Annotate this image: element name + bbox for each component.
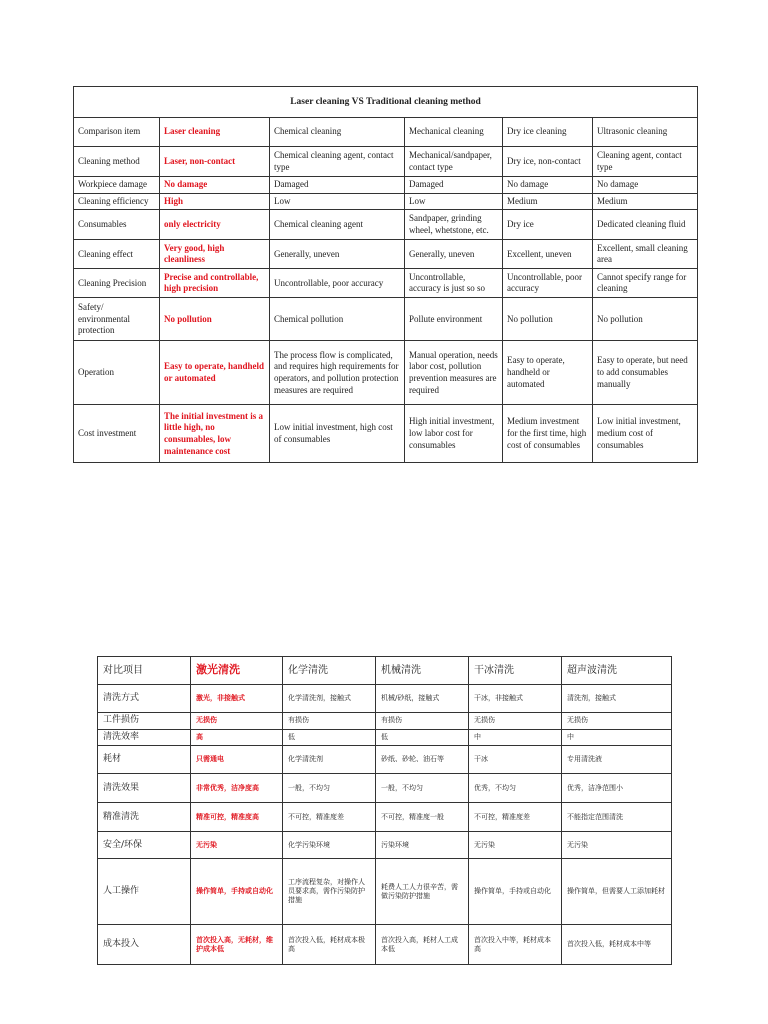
table-cell: 工序流程复杂，对操作人员要求高，需作污染防护措施 bbox=[283, 859, 376, 925]
table-cell: No pollution bbox=[593, 298, 698, 341]
header-cell: 对比项目 bbox=[98, 657, 191, 685]
table-cell: Cannot specify range for cleaning bbox=[593, 269, 698, 298]
row-label-cell: 成本投入 bbox=[98, 925, 191, 965]
table-cell: Damaged bbox=[405, 177, 503, 194]
table-cell: Easy to operate, handheld or automated bbox=[503, 341, 593, 405]
table-row bbox=[74, 240, 698, 269]
header-cell: Mechanical cleaning bbox=[405, 118, 503, 147]
table-cell: 只需通电 bbox=[191, 746, 283, 774]
table-row bbox=[74, 210, 698, 240]
table-cell: 中 bbox=[562, 729, 672, 746]
header-row bbox=[74, 118, 698, 147]
table-cell: 优秀，不均匀 bbox=[469, 774, 562, 803]
table-cell: 清洗剂，接触式 bbox=[562, 685, 672, 713]
table-cell: 首次投入高，无耗材，维护成本低 bbox=[191, 925, 283, 965]
table-cell: The process flow is complicated, and requires high requirements for operators, and pollution protection measures are required bbox=[270, 341, 405, 405]
header-cell: Laser cleaning bbox=[160, 118, 270, 147]
table-cell: 无污染 bbox=[191, 832, 283, 859]
table-cell: Laser, non-contact bbox=[160, 147, 270, 177]
table-cell: Precise and controllable, high precision bbox=[160, 269, 270, 298]
table-cell: No damage bbox=[593, 177, 698, 194]
table-cell: Excellent, uneven bbox=[503, 240, 593, 269]
table-cell: 污染环境 bbox=[376, 832, 469, 859]
table-row bbox=[74, 405, 698, 463]
table-title-row bbox=[74, 87, 698, 118]
table-cell: 优秀，洁净范围小 bbox=[562, 774, 672, 803]
table-cell: 精准可控，精准度高 bbox=[191, 803, 283, 832]
table-cell: Dry ice, non-contact bbox=[503, 147, 593, 177]
table-cell: Pollute environment bbox=[405, 298, 503, 341]
table-cell: 不能指定范围清洗 bbox=[562, 803, 672, 832]
table-cell: Easy to operate, but need to add consumables manually bbox=[593, 341, 698, 405]
table-row bbox=[98, 729, 672, 746]
table-cell: Uncontrollable, poor accuracy bbox=[503, 269, 593, 298]
table-row bbox=[74, 298, 698, 341]
header-cell: Ultrasonic cleaning bbox=[593, 118, 698, 147]
table-cell: Low initial investment, medium cost of consumables bbox=[593, 405, 698, 463]
row-label-cell: Cleaning Precision bbox=[74, 269, 160, 298]
table-cell: Chemical cleaning agent bbox=[270, 210, 405, 240]
table-cell: Sandpaper, grinding wheel, whetstone, etc. bbox=[405, 210, 503, 240]
row-label-cell: Operation bbox=[74, 341, 160, 405]
table-cell: Dry ice bbox=[503, 210, 593, 240]
table-cell: 高 bbox=[191, 729, 283, 746]
table-cell: 首次投入低，耗材成本中等 bbox=[562, 925, 672, 965]
table-cell: Mechanical/sandpaper, contact type bbox=[405, 147, 503, 177]
table-cell: 低 bbox=[376, 729, 469, 746]
row-label-cell: Cleaning method bbox=[74, 147, 160, 177]
table-cell: 无损伤 bbox=[191, 713, 283, 730]
table-cell: only electricity bbox=[160, 210, 270, 240]
row-label-cell: 人工操作 bbox=[98, 859, 191, 925]
table-cell: 首次投入低，耗材成本极高 bbox=[283, 925, 376, 965]
table-cell: Excellent, small cleaning area bbox=[593, 240, 698, 269]
header-cell: 化学清洗 bbox=[283, 657, 376, 685]
table-cell: 专用清洗液 bbox=[562, 746, 672, 774]
table-row bbox=[74, 341, 698, 405]
table-cell: No pollution bbox=[160, 298, 270, 341]
table-cell: High initial investment, low labor cost for consumables bbox=[405, 405, 503, 463]
table-title: Laser cleaning VS Traditional cleaning method bbox=[74, 87, 698, 118]
table-row bbox=[74, 177, 698, 194]
table-row bbox=[98, 925, 672, 965]
table-cell: 干冰 bbox=[469, 746, 562, 774]
table-cell: Medium bbox=[593, 193, 698, 210]
table-row bbox=[98, 746, 672, 774]
row-label-cell: Cleaning efficiency bbox=[74, 193, 160, 210]
row-label-cell: 安全/环保 bbox=[98, 832, 191, 859]
table-cell: 首次投入高，耗材人工成本低 bbox=[376, 925, 469, 965]
table-cell: Generally, uneven bbox=[405, 240, 503, 269]
table-row bbox=[98, 832, 672, 859]
table-cell: Chemical pollution bbox=[270, 298, 405, 341]
table-row bbox=[98, 859, 672, 925]
english-comparison-table bbox=[73, 86, 698, 463]
table-cell: 一般，不均匀 bbox=[283, 774, 376, 803]
table-row bbox=[74, 269, 698, 298]
row-label-cell: Safety/ environmental protection bbox=[74, 298, 160, 341]
row-label-cell: 工件损伤 bbox=[98, 713, 191, 730]
row-label-cell: Cleaning effect bbox=[74, 240, 160, 269]
table-cell: The initial investment is a little high, no consumables, low maintenance cost bbox=[160, 405, 270, 463]
table-row bbox=[98, 685, 672, 713]
header-row bbox=[98, 657, 672, 685]
row-label-cell: 清洗效果 bbox=[98, 774, 191, 803]
table-cell: 操作简单，但需要人工添加耗材 bbox=[562, 859, 672, 925]
row-label-cell: Cost investment bbox=[74, 405, 160, 463]
header-cell: Chemical cleaning bbox=[270, 118, 405, 147]
table-cell: Low bbox=[405, 193, 503, 210]
table-cell: No damage bbox=[160, 177, 270, 194]
table-cell: 耗费人工人力很辛苦，需做污染防护措施 bbox=[376, 859, 469, 925]
table-cell: Chemical cleaning agent, contact type bbox=[270, 147, 405, 177]
table-row bbox=[98, 774, 672, 803]
row-label-cell: 清洗效率 bbox=[98, 729, 191, 746]
table-row bbox=[98, 713, 672, 730]
table-row bbox=[98, 803, 672, 832]
table-cell: 有损伤 bbox=[283, 713, 376, 730]
table-cell: 化学清洗剂 bbox=[283, 746, 376, 774]
chinese-comparison-table bbox=[97, 656, 672, 965]
row-label-cell: Consumables bbox=[74, 210, 160, 240]
table-cell: 不可控，精准度差 bbox=[469, 803, 562, 832]
table-cell: 中 bbox=[469, 729, 562, 746]
table-cell: 操作简单，手持或自动化 bbox=[469, 859, 562, 925]
table-cell: 无污染 bbox=[562, 832, 672, 859]
header-cell: Comparison item bbox=[74, 118, 160, 147]
table-cell: Very good, high cleanliness bbox=[160, 240, 270, 269]
table-cell: 无损伤 bbox=[562, 713, 672, 730]
table-row bbox=[74, 147, 698, 177]
table-cell: Medium investment for the first time, high cost of consumables bbox=[503, 405, 593, 463]
table-cell: Damaged bbox=[270, 177, 405, 194]
table-cell: 化学清洗剂，接触式 bbox=[283, 685, 376, 713]
table-cell: Cleaning agent, contact type bbox=[593, 147, 698, 177]
table-cell: No damage bbox=[503, 177, 593, 194]
table-cell: 无污染 bbox=[469, 832, 562, 859]
table-cell: 有损伤 bbox=[376, 713, 469, 730]
table-cell: 不可控，精准度差 bbox=[283, 803, 376, 832]
header-cell: 干冰清洗 bbox=[469, 657, 562, 685]
table-cell: Low initial investment, high cost of consumables bbox=[270, 405, 405, 463]
table-cell: Generally, uneven bbox=[270, 240, 405, 269]
table-cell: High bbox=[160, 193, 270, 210]
table-cell: 激光，非接触式 bbox=[191, 685, 283, 713]
header-cell: Dry ice cleaning bbox=[503, 118, 593, 147]
table-cell: 无损伤 bbox=[469, 713, 562, 730]
table-cell: Uncontrollable, accuracy is just so so bbox=[405, 269, 503, 298]
table-cell: Uncontrollable, poor accuracy bbox=[270, 269, 405, 298]
table-cell: No pollution bbox=[503, 298, 593, 341]
table-row bbox=[74, 193, 698, 210]
table-cell: 机械/砂纸，接触式 bbox=[376, 685, 469, 713]
table-cell: 操作简单，手持或自动化 bbox=[191, 859, 283, 925]
row-label-cell: 耗材 bbox=[98, 746, 191, 774]
table-cell: Manual operation, needs labor cost, pollution prevention measures are required bbox=[405, 341, 503, 405]
row-label-cell: Workpiece damage bbox=[74, 177, 160, 194]
table-cell: 化学污染环境 bbox=[283, 832, 376, 859]
header-cell: 激光清洗 bbox=[191, 657, 283, 685]
table-cell: Medium bbox=[503, 193, 593, 210]
row-label-cell: 清洗方式 bbox=[98, 685, 191, 713]
table-cell: 非常优秀，洁净度高 bbox=[191, 774, 283, 803]
table-cell: Easy to operate, handheld or automated bbox=[160, 341, 270, 405]
table-cell: 一般，不均匀 bbox=[376, 774, 469, 803]
row-label-cell: 精准清洗 bbox=[98, 803, 191, 832]
header-cell: 超声波清洗 bbox=[562, 657, 672, 685]
header-cell: 机械清洗 bbox=[376, 657, 469, 685]
table-cell: 低 bbox=[283, 729, 376, 746]
table-cell: Low bbox=[270, 193, 405, 210]
table-cell: Dedicated cleaning fluid bbox=[593, 210, 698, 240]
table-cell: 首次投入中等，耗材成本高 bbox=[469, 925, 562, 965]
table-cell: 不可控，精准度一般 bbox=[376, 803, 469, 832]
table-cell: 干冰，非接触式 bbox=[469, 685, 562, 713]
table-cell: 砂纸、砂轮、油石等 bbox=[376, 746, 469, 774]
